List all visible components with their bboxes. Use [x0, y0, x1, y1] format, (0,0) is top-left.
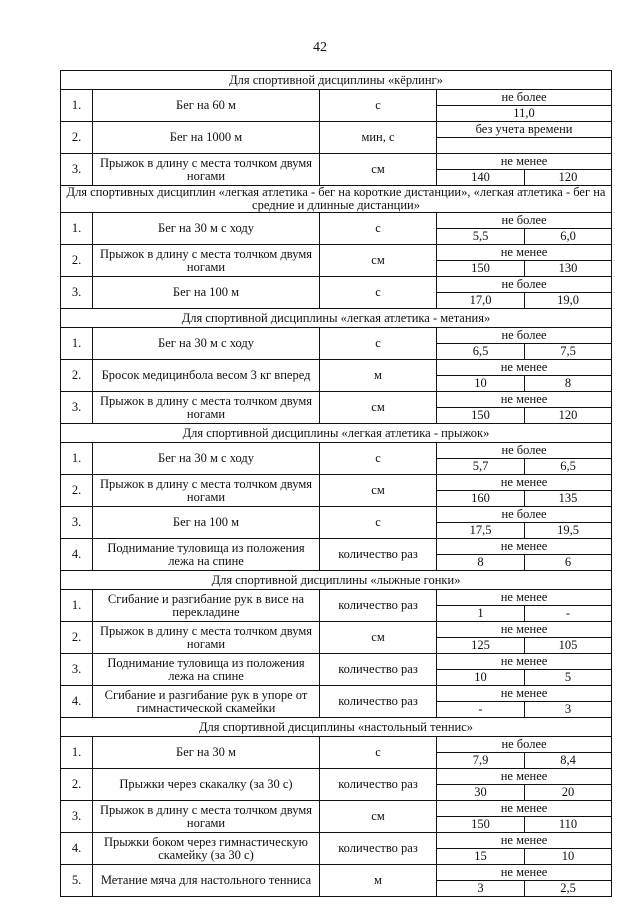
row-number: 3. — [61, 654, 93, 686]
norm-value-boys: 6,5 — [437, 344, 525, 360]
unit: см — [320, 245, 437, 277]
test-name: Бег на 30 м — [93, 737, 320, 769]
norm-value-girls: 105 — [525, 638, 612, 654]
row-number: 2. — [61, 360, 93, 392]
table-row — [61, 328, 612, 344]
norm-value-girls: 8,4 — [525, 753, 612, 769]
test-name: Бросок медицинбола весом 3 кг вперед — [93, 360, 320, 392]
table-row — [61, 539, 612, 555]
norm-value-girls: 110 — [525, 817, 612, 833]
norms-table — [60, 70, 612, 897]
section-header-row — [61, 718, 612, 737]
row-number: 2. — [61, 245, 93, 277]
unit: количество раз — [320, 833, 437, 865]
section-title: Для спортивной дисциплины «легкая атлетика - метания» — [61, 309, 612, 328]
unit: с — [320, 507, 437, 539]
norm-value-boys: 30 — [437, 785, 525, 801]
norm-value-boys: 15 — [437, 849, 525, 865]
section-title: Для спортивной дисциплины «кёрлинг» — [61, 71, 612, 90]
norm-value-girls: 8 — [525, 376, 612, 392]
norm-value-boys: 17,5 — [437, 523, 525, 539]
norm-value-boys: 3 — [437, 881, 525, 897]
norm-value-girls: - — [525, 606, 612, 622]
table-row — [61, 769, 612, 785]
norm-value-boys: 17,0 — [437, 293, 525, 309]
test-name: Прыжок в длину с места толчком двумя ногами — [93, 392, 320, 424]
norm-condition: не более — [437, 737, 612, 753]
row-number: 4. — [61, 833, 93, 865]
norm-value-girls: 6,0 — [525, 229, 612, 245]
test-name: Бег на 60 м — [93, 90, 320, 122]
unit: количество раз — [320, 590, 437, 622]
norm-value-girls: 120 — [525, 170, 612, 186]
norm-value-girls: 7,5 — [525, 344, 612, 360]
test-name: Бег на 1000 м — [93, 122, 320, 154]
norm-value-girls: 2,5 — [525, 881, 612, 897]
unit: см — [320, 475, 437, 507]
row-number: 2. — [61, 769, 93, 801]
unit: с — [320, 90, 437, 122]
section-title: Для спортивной дисциплины «лыжные гонки» — [61, 571, 612, 590]
table-row — [61, 443, 612, 459]
norm-value-girls: 135 — [525, 491, 612, 507]
table-row — [61, 277, 612, 293]
row-number: 2. — [61, 475, 93, 507]
norm-value-girls: 6,5 — [525, 459, 612, 475]
row-number: 1. — [61, 737, 93, 769]
page-number: 42 — [313, 40, 327, 55]
test-name: Бег на 30 м с ходу — [93, 443, 320, 475]
table-row — [61, 213, 612, 229]
norm-condition: не более — [437, 507, 612, 523]
norm-value-girls: 5 — [525, 670, 612, 686]
norm-condition: не менее — [437, 590, 612, 606]
row-number: 4. — [61, 686, 93, 718]
table-row — [61, 507, 612, 523]
test-name: Прыжок в длину с места толчком двумя ногами — [93, 154, 320, 186]
norm-condition: не менее — [437, 360, 612, 376]
test-name: Прыжок в длину с места толчком двумя ногами — [93, 475, 320, 507]
row-number: 1. — [61, 213, 93, 245]
table-row — [61, 245, 612, 261]
row-number: 1. — [61, 90, 93, 122]
norm-value-boys: 150 — [437, 261, 525, 277]
norms-table-body — [61, 71, 612, 897]
table-row — [61, 801, 612, 817]
norm-value-boys: 5,5 — [437, 229, 525, 245]
norm-condition: не более — [437, 328, 612, 344]
norm-condition: не более — [437, 277, 612, 293]
test-name: Поднимание туловища из положения лежа на спине — [93, 539, 320, 571]
section-header-row — [61, 71, 612, 90]
section-title: Для спортивной дисциплины «легкая атлетика - прыжок» — [61, 424, 612, 443]
norm-condition: не менее — [437, 654, 612, 670]
unit: см — [320, 392, 437, 424]
unit: см — [320, 154, 437, 186]
test-name: Сгибание и разгибание рук в упоре от гимнастической скамейки — [93, 686, 320, 718]
row-number: 1. — [61, 443, 93, 475]
unit: см — [320, 622, 437, 654]
row-number: 4. — [61, 539, 93, 571]
row-number: 1. — [61, 328, 93, 360]
table-row — [61, 590, 612, 606]
unit: с — [320, 737, 437, 769]
test-name: Прыжок в длину с места толчком двумя ногами — [93, 622, 320, 654]
norm-value-girls: 130 — [525, 261, 612, 277]
table-row — [61, 360, 612, 376]
row-number: 3. — [61, 801, 93, 833]
test-name: Метание мяча для настольного тенниса — [93, 865, 320, 897]
norm-value-girls: 3 — [525, 702, 612, 718]
norm-condition: без учета времени — [437, 122, 612, 138]
norm-value-girls: 120 — [525, 408, 612, 424]
norm-value-girls: 6 — [525, 555, 612, 571]
test-name: Бег на 30 м с ходу — [93, 328, 320, 360]
norm-condition: не менее — [437, 245, 612, 261]
section-title: Для спортивной дисциплины «настольный теннис» — [61, 718, 612, 737]
row-number: 3. — [61, 154, 93, 186]
table-row — [61, 865, 612, 881]
table-row — [61, 737, 612, 753]
section-header-row — [61, 186, 612, 213]
test-name: Сгибание и разгибание рук в висе на перекладине — [93, 590, 320, 622]
norm-value-empty — [437, 138, 612, 154]
unit: с — [320, 443, 437, 475]
test-name: Прыжок в длину с места толчком двумя ногами — [93, 801, 320, 833]
norm-value-boys: 10 — [437, 376, 525, 392]
table-row — [61, 392, 612, 408]
norm-condition: не менее — [437, 392, 612, 408]
unit: м — [320, 865, 437, 897]
test-name: Бег на 100 м — [93, 277, 320, 309]
norm-condition: не менее — [437, 154, 612, 170]
norm-value-girls: 19,5 — [525, 523, 612, 539]
test-name: Прыжки через скакалку (за 30 с) — [93, 769, 320, 801]
section-title: Для спортивных дисциплин «легкая атлетика - бег на короткие дистанции», «легкая атлетика - бег на средние и длинные дистанции» — [61, 186, 612, 213]
norm-value-boys: 7,9 — [437, 753, 525, 769]
table-row — [61, 475, 612, 491]
norm-condition: не менее — [437, 539, 612, 555]
norm-condition: не более — [437, 90, 612, 106]
norm-condition: не менее — [437, 769, 612, 785]
test-name: Прыжок в длину с места толчком двумя ногами — [93, 245, 320, 277]
section-header-row — [61, 571, 612, 590]
table-row — [61, 154, 612, 170]
unit: мин, с — [320, 122, 437, 154]
table-row — [61, 90, 612, 106]
unit: м — [320, 360, 437, 392]
row-number: 3. — [61, 392, 93, 424]
norm-value-girls: 20 — [525, 785, 612, 801]
norm-value-girls: 19,0 — [525, 293, 612, 309]
unit: количество раз — [320, 686, 437, 718]
test-name: Бег на 30 м с ходу — [93, 213, 320, 245]
unit: количество раз — [320, 654, 437, 686]
row-number: 2. — [61, 122, 93, 154]
unit: количество раз — [320, 769, 437, 801]
norm-value-boys: 150 — [437, 408, 525, 424]
norm-value-boys: 5,7 — [437, 459, 525, 475]
table-row — [61, 686, 612, 702]
norm-value-boys: 10 — [437, 670, 525, 686]
norm-condition: не менее — [437, 801, 612, 817]
unit: с — [320, 277, 437, 309]
norm-value: 11,0 — [437, 106, 612, 122]
unit: с — [320, 213, 437, 245]
norm-condition: не менее — [437, 865, 612, 881]
test-name: Поднимание туловища из положения лежа на спине — [93, 654, 320, 686]
table-row — [61, 654, 612, 670]
section-header-row — [61, 309, 612, 328]
norm-condition: не менее — [437, 833, 612, 849]
row-number: 3. — [61, 507, 93, 539]
norm-value-boys: 1 — [437, 606, 525, 622]
table-row — [61, 122, 612, 138]
norm-value-boys: - — [437, 702, 525, 718]
row-number: 1. — [61, 590, 93, 622]
norm-condition: не более — [437, 213, 612, 229]
unit: количество раз — [320, 539, 437, 571]
norm-condition: не более — [437, 443, 612, 459]
norm-value-boys: 125 — [437, 638, 525, 654]
norm-value-boys: 8 — [437, 555, 525, 571]
norm-value-boys: 140 — [437, 170, 525, 186]
norm-condition: не менее — [437, 475, 612, 491]
table-row — [61, 833, 612, 849]
row-number: 3. — [61, 277, 93, 309]
test-name: Бег на 100 м — [93, 507, 320, 539]
norm-value-boys: 160 — [437, 491, 525, 507]
norm-condition: не менее — [437, 622, 612, 638]
table-row — [61, 622, 612, 638]
section-header-row — [61, 424, 612, 443]
row-number: 2. — [61, 622, 93, 654]
test-name: Прыжки боком через гимнастическую скамейку (за 30 с) — [93, 833, 320, 865]
row-number: 5. — [61, 865, 93, 897]
norm-condition: не менее — [437, 686, 612, 702]
norm-value-boys: 150 — [437, 817, 525, 833]
norm-value-girls: 10 — [525, 849, 612, 865]
unit: с — [320, 328, 437, 360]
unit: см — [320, 801, 437, 833]
